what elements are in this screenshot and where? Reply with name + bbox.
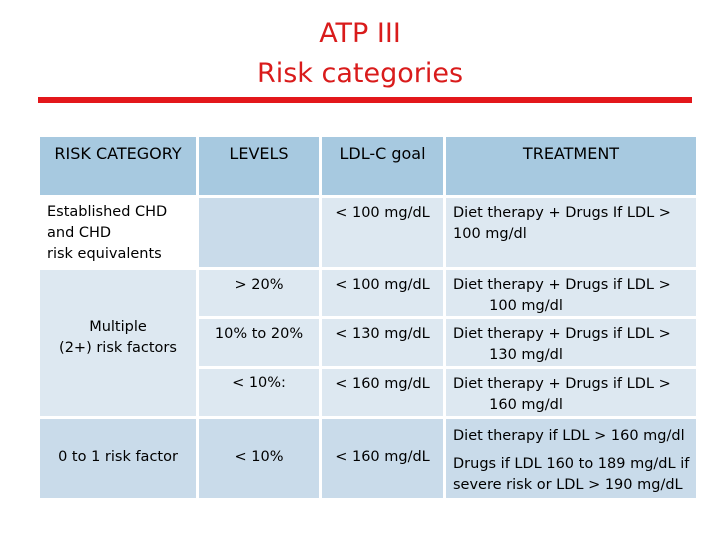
multiple-high-goal: < 100 mg/dL	[335, 277, 430, 293]
multiple-category-line-2: (2+) risk factors	[59, 340, 177, 356]
multiple-high-treatment-line-2: 100 mg/dl	[489, 298, 563, 314]
cell-zero-one-treatment	[446, 419, 696, 498]
multiple-mid-goal: < 130 mg/dL	[335, 326, 430, 342]
cell-multiple-low-level	[199, 369, 319, 416]
multiple-category-line-1: Multiple	[89, 319, 147, 335]
header-treatment	[446, 137, 696, 195]
established-category-line-1: Established CHD	[47, 204, 168, 220]
cell-multiple-mid-goal	[322, 319, 443, 366]
header-risk-category	[40, 137, 196, 195]
header-ldl-goal-label: LDL-C goal	[339, 144, 426, 163]
cell-multiple-category	[40, 270, 196, 416]
cell-established-category	[40, 198, 196, 267]
multiple-high-level: > 20%	[234, 277, 284, 293]
title-divider	[38, 97, 692, 103]
cell-zero-one-level	[199, 419, 319, 498]
multiple-low-level: < 10%:	[232, 375, 286, 391]
zero-one-treatment-line-3: severe risk or LDL > 190 mg/dL	[453, 477, 683, 493]
header-ldl-goal	[322, 137, 443, 195]
established-goal: < 100 mg/dL	[335, 205, 430, 221]
multiple-high-treatment-line-1: Diet therapy + Drugs if LDL >	[453, 277, 671, 293]
cell-multiple-high-goal	[322, 270, 443, 316]
title-line-1: ATP III	[319, 18, 401, 49]
header-risk-category-label: RISK CATEGORY	[54, 144, 182, 163]
established-treatment-line-1: Diet therapy + Drugs If LDL >	[453, 205, 671, 221]
zero-one-treatment-line-2: Drugs if LDL 160 to 189 mg/dL if	[453, 456, 690, 472]
cell-multiple-mid-treatment	[446, 319, 696, 366]
established-category-line-2: and CHD	[47, 225, 112, 241]
multiple-mid-level: 10% to 20%	[214, 326, 304, 342]
header-levels-label: LEVELS	[229, 144, 289, 163]
established-treatment-line-2: 100 mg/dl	[453, 226, 527, 242]
multiple-low-treatment-line-1: Diet therapy + Drugs if LDL >	[453, 376, 671, 392]
cell-zero-one-category	[40, 419, 196, 498]
zero-one-category: 0 to 1 risk factor	[58, 449, 178, 465]
header-treatment-label: TREATMENT	[522, 144, 620, 163]
cell-established-level	[199, 198, 319, 267]
zero-one-level: < 10%	[234, 449, 284, 465]
title-line-2: Risk categories	[256, 58, 464, 89]
cell-established-goal	[322, 198, 443, 267]
established-category-line-3: risk equivalents	[47, 246, 162, 262]
cell-multiple-low-treatment	[446, 369, 696, 416]
multiple-low-treatment-line-2: 160 mg/dl	[489, 397, 563, 413]
multiple-mid-treatment-line-2: 130 mg/dl	[489, 347, 563, 363]
cell-established-treatment	[446, 198, 696, 267]
cell-multiple-high-level	[199, 270, 319, 316]
multiple-low-goal: < 160 mg/dL	[335, 376, 430, 392]
zero-one-goal: < 160 mg/dL	[335, 449, 430, 465]
cell-multiple-high-treatment	[446, 270, 696, 316]
cell-multiple-mid-level	[199, 319, 319, 366]
zero-one-treatment-line-1: Diet therapy if LDL > 160 mg/dl	[453, 428, 685, 444]
multiple-mid-treatment-line-1: Diet therapy + Drugs if LDL >	[453, 326, 671, 342]
cell-multiple-low-goal	[322, 369, 443, 416]
header-levels	[199, 137, 319, 195]
cell-zero-one-goal	[322, 419, 443, 498]
